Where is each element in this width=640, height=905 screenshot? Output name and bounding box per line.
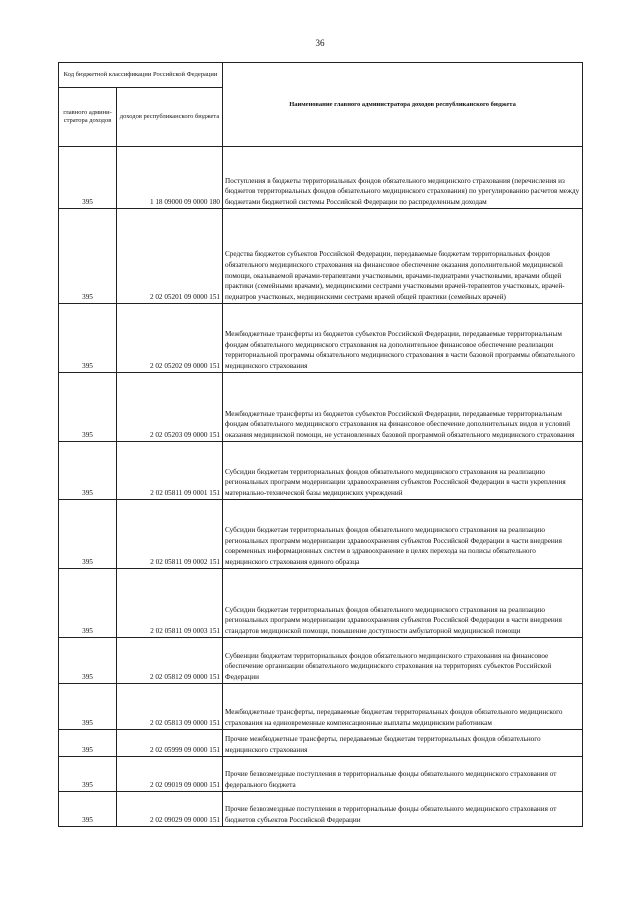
admin-name-cell: Межбюджетные трансферты из бюджетов субъектов Российской Федерации, передаваемые территориальным фондам обязательного медицинского страхования на дополнительное финансовое обеспечение реализации территориальной программы обязательного медицинского страхования в части базовой программы обязательного медицинского страхования	[223, 304, 583, 373]
admin-code-cell: 395	[59, 373, 117, 442]
budget-classification-table	[58, 62, 583, 827]
revenue-code-cell: 2 02 05999 09 0000 151	[117, 730, 223, 757]
revenue-code-cell: 2 02 05811 09 0001 151	[117, 442, 223, 500]
table-row	[59, 684, 583, 730]
table-row	[59, 442, 583, 500]
admin-name-cell: Субсидии бюджетам территориальных фондов обязательного медицинского страхования на реализацию региональных программ модернизации здравоохранения субъектов Российской Федерации в части внедрения современных информационных систем в здравоохранение в целях перехода на полисы обязательного медицинского страхования единого образца	[223, 500, 583, 569]
page-number: 36	[315, 38, 325, 48]
revenue-code-cell: 1 18 09000 09 0000 180	[117, 147, 223, 209]
revenue-code-cell: 2 02 05202 09 0000 151	[117, 304, 223, 373]
admin-code-cell: 395	[59, 792, 117, 827]
admin-code-cell: 395	[59, 684, 117, 730]
admin-code-cell: 395	[59, 730, 117, 757]
admin-name-cell: Субвенции бюджетам территориальных фондов обязательного медицинского страхования на финансовое обеспечение организации обязательного медицинского страхования на территориях субъектов Российской Федерации	[223, 638, 583, 684]
table-row	[59, 304, 583, 373]
header-classification-group: Код бюджетной классификации Российской Федерации	[59, 63, 223, 88]
admin-code-cell: 395	[59, 569, 117, 638]
admin-name-cell: Субсидии бюджетам территориальных фондов обязательного медицинского страхования на реализацию региональных программ модернизации здравоохранения субъектов Российской Федерации в части укрепления материально-технической базы медицинских учреждений	[223, 442, 583, 500]
admin-code-cell: 395	[59, 209, 117, 304]
revenue-code-cell: 2 02 05203 09 0000 151	[117, 373, 223, 442]
revenue-code-cell: 2 02 05813 09 0000 151	[117, 684, 223, 730]
admin-code-cell: 395	[59, 442, 117, 500]
admin-name-cell: Прочие безвозмездные поступления в территориальные фонды обязательного медицинского страхования от федерального бюджета	[223, 757, 583, 792]
admin-code-cell: 395	[59, 147, 117, 209]
table-row	[59, 638, 583, 684]
table-row	[59, 730, 583, 757]
revenue-code-cell: 2 02 05201 09 0000 151	[117, 209, 223, 304]
admin-code-cell: 395	[59, 638, 117, 684]
table-row	[59, 147, 583, 209]
header-main-admin: главного админи-стратора доходов	[59, 88, 117, 147]
table-row	[59, 373, 583, 442]
table-row	[59, 569, 583, 638]
table-row	[59, 792, 583, 827]
table-row	[59, 500, 583, 569]
revenue-code-cell: 2 02 05812 09 0000 151	[117, 638, 223, 684]
admin-name-cell: Субсидии бюджетам территориальных фондов обязательного медицинского страхования на реализацию региональных программ модернизации здравоохранения субъектов Российской Федерации в части внедрения стандартов медицинской помощи, повышение доступности амбулаторной медицинской помощи	[223, 569, 583, 638]
header-admin-name: Наименование главного администратора доходов республиканского бюджета	[223, 63, 583, 147]
admin-code-cell: 395	[59, 304, 117, 373]
revenue-code-cell: 2 02 05811 09 0003 151	[117, 569, 223, 638]
revenue-code-cell: 2 02 05811 09 0002 151	[117, 500, 223, 569]
admin-name-cell: Поступления в бюджеты территориальных фондов обязательного медицинского страхования (перечисления из бюджетов территориальных фондов обязательного медицинского страхования) по урегулированию расчетов между бюджетами бюджетной системы Российской Федерации по распределенным доходам	[223, 147, 583, 209]
revenue-code-cell: 2 02 09029 09 0000 151	[117, 792, 223, 827]
table-row	[59, 209, 583, 304]
revenue-code-cell: 2 02 09019 09 0000 151	[117, 757, 223, 792]
admin-name-cell: Межбюджетные трансферты, передаваемые бюджетам территориальных фондов обязательного медицинского страхования на единовременные компенсационные выплаты медицинским работникам	[223, 684, 583, 730]
admin-name-cell: Межбюджетные трансферты из бюджетов субъектов Российской Федерации, передаваемые территориальным фондам обязательного медицинского страхования на финансовое обеспечение дополнительных видов и условий оказания медицинской помощи, не установленных базовой программой обязательного медицинского страхования	[223, 373, 583, 442]
header-revenue-code: доходов республиканского бюджета	[117, 88, 223, 147]
table-row	[59, 757, 583, 792]
admin-name-cell: Прочие межбюджетные трансферты, передаваемые бюджетам территориальных фондов обязательного медицинского страхования	[223, 730, 583, 757]
admin-name-cell: Прочие безвозмездные поступления в территориальные фонды обязательного медицинского страхования от бюджетов субъектов Российской Федерации	[223, 792, 583, 827]
admin-code-cell: 395	[59, 757, 117, 792]
admin-name-cell: Средства бюджетов субъектов Российской Федерации, передаваемые бюджетам территориальных фондов обязательного медицинского страхования на финансовое обеспечение оказания дополнительной медицинской помощи, оказываемой врачами-терапевтами участковыми, врачами-педиатрами участковыми, врачами общей практики (семейными врачами), медицинскими сестрами участковыми врачей-терапевтов участковых, врачей-педиатров участковых, медицинскими сестрами врачей общей практики (семейных врачей)	[223, 209, 583, 304]
admin-code-cell: 395	[59, 500, 117, 569]
